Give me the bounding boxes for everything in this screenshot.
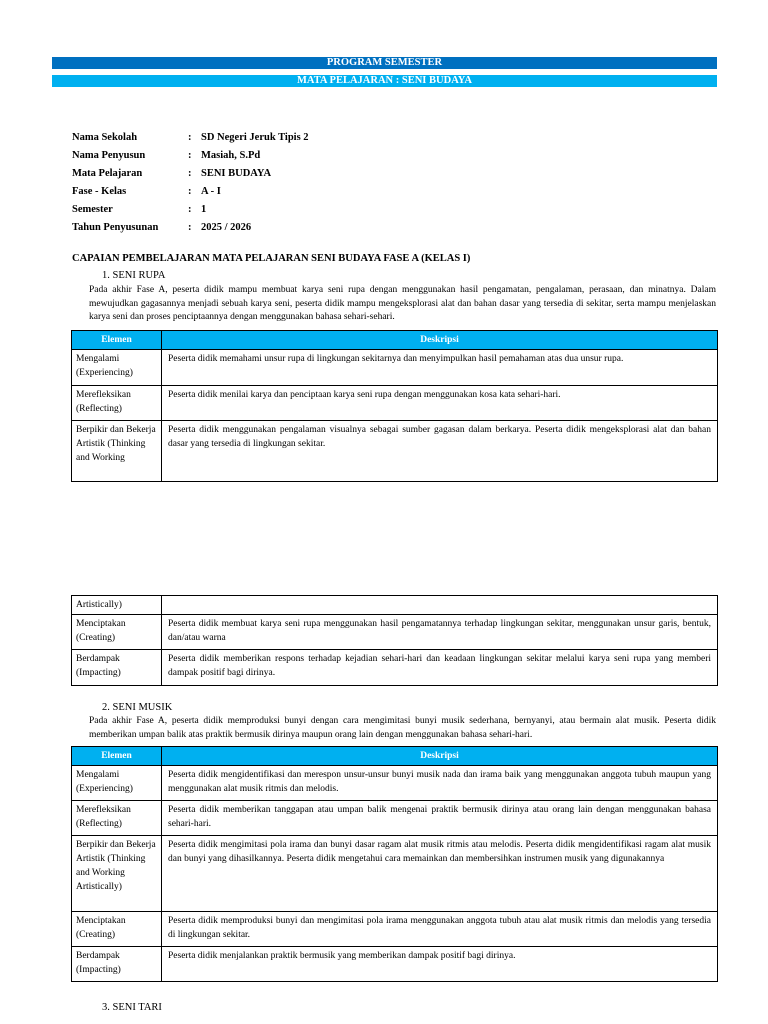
cell-deskripsi: Peserta didik menilai karya dan penciptaan karya seni rupa dengan menggunakan kosa kata sehari-hari. (162, 386, 718, 421)
cell-elemen: Merefleksikan (Reflecting) (72, 386, 162, 421)
cell-deskripsi: Peserta didik menggunakan pengalaman visualnya sebagai sumber gagasan dalam berkarya. Peserta didik mengeksplorasi alat dan bahan dasar yang tersedia di lingkungan sekitar. (162, 421, 718, 482)
info-value: SENI BUDAYA (201, 167, 272, 179)
cell-elemen: Berdampak (Impacting) (72, 947, 162, 982)
seni-musik-intro: Pada akhir Fase A, peserta didik memproduksi bunyi dengan cara mengimitasi bunyi musik sederhana, bernyanyi, atau bermain alat musik. Peserta didik memberikan umpan balik atas praktik bermusik dirinya maupun orang lain dengan menggunakan bahasa sehari-hari. (89, 716, 716, 740)
cell-deskripsi: Peserta didik memproduksi bunyi dan mengimitasi pola irama menggunakan anggota tubuh atau alat musik ritmis dan melodis yang tersedia di lingkungan sekitar. (162, 912, 718, 947)
seni-rupa-intro: Pada akhir Fase A, peserta didik mampu membuat karya seni rupa dengan menggunakan hasil pengamatan, pengalaman, perasaan, dan minatnya. Dalam mewujudkan gagasannya menjadi sebuah karya seni, peserta didik mampu mengeksplorasi alat dan bahan dasar yang tersedia di sekitar, serta mampu menjelaskan karya seni dan proses penciptaannya dengan menggunakan bahasa sehari-sehari. (89, 285, 716, 322)
cell-elemen: Berpikir dan Bekerja Artistik (Thinking and Working (72, 421, 162, 482)
info-label: Nama Penyusun (72, 149, 146, 161)
table-row (72, 596, 718, 615)
header-deskripsi: Deskripsi (162, 331, 718, 350)
info-label: Tahun Penyusunan (72, 221, 159, 233)
table-row (72, 650, 718, 686)
cell-deskripsi (162, 596, 718, 615)
info-colon: : (188, 131, 192, 143)
cell-elemen: Mengalami (Experiencing) (72, 350, 162, 386)
header-elemen: Elemen (72, 331, 162, 350)
table-row (72, 350, 718, 386)
seni-rupa-title: 1. SENI RUPA (102, 270, 166, 281)
cell-elemen: Artistically) (72, 596, 162, 615)
info-row (72, 164, 309, 182)
cell-deskripsi: Peserta didik memberikan tanggapan atau umpan balik mengenai praktik bermusik dirinya atau orang lain dengan menggunakan bahasa sehari-hari. (162, 801, 718, 836)
info-row (72, 182, 309, 200)
table-row (72, 386, 718, 421)
info-value: SD Negeri Jeruk Tipis 2 (201, 131, 309, 143)
cell-deskripsi: Peserta didik mengidentifikasi dan merespon unsur-unsur bunyi musik nada dan irama baik yang menggunakan anggota tubuh maupun yang menggunakan alat musik ritmis dan melodis. (162, 766, 718, 801)
cell-elemen: Merefleksikan (Reflecting) (72, 801, 162, 836)
cell-elemen: Menciptakan (Creating) (72, 615, 162, 650)
info-row (72, 218, 309, 236)
cell-elemen: Mengalami (Experiencing) (72, 766, 162, 801)
cell-deskripsi: Peserta didik menjalankan praktik bermusik yang memberikan dampak positif bagi dirinya. (162, 947, 718, 982)
table-row (72, 766, 718, 801)
info-block (72, 128, 309, 236)
cell-elemen: Berpikir dan Bekerja Artistik (Thinking and Working Artistically) (72, 836, 162, 912)
seni-rupa-table (71, 330, 718, 482)
table-row (72, 421, 718, 482)
document-title: PROGRAM SEMESTER (52, 57, 717, 69)
info-row (72, 128, 309, 146)
table-row (72, 836, 718, 912)
header-deskripsi: Deskripsi (162, 747, 718, 766)
table-row (72, 947, 718, 982)
info-colon: : (188, 221, 192, 233)
cell-elemen: Berdampak (Impacting) (72, 650, 162, 686)
info-row (72, 146, 309, 164)
info-value: 2025 / 2026 (201, 221, 252, 233)
table-row (72, 615, 718, 650)
info-colon: : (188, 203, 192, 215)
cell-deskripsi: Peserta didik memberikan respons terhadap kejadian sehari-hari dan keadaan lingkungan sekitar melalui karya seni rupa yang memberi dampak positif bagi dirinya. (162, 650, 718, 686)
info-row (72, 200, 309, 218)
info-value: 1 (201, 203, 207, 215)
seni-rupa-table-continued (71, 595, 718, 686)
info-value: Masiah, S.Pd (201, 149, 261, 161)
table-header-row (72, 747, 718, 766)
section-heading: CAPAIAN PEMBELAJARAN MATA PELAJARAN SENI BUDAYA FASE A (KELAS I) (72, 253, 471, 264)
document-subtitle: MATA PELAJARAN : SENI BUDAYA (52, 75, 717, 87)
info-label: Semester (72, 203, 113, 215)
cell-deskripsi: Peserta didik membuat karya seni rupa menggunakan hasil pengamatannya terhadap lingkungan sekitar, menggunakan unsur garis, bentuk, dan/atau warna (162, 615, 718, 650)
info-label: Mata Pelajaran (72, 167, 143, 179)
info-colon: : (188, 149, 192, 161)
cell-deskripsi: Peserta didik mengimitasi pola irama dan bunyi dasar ragam alat musik ritmis atau melodis. Peserta didik mengidentifikasi ragam alat musik dan bunyi yang dihasilkannya. Peserta didik mengetahui cara memainkan dan membersihkan instrumen musik yang digunakannya (162, 836, 718, 912)
info-colon: : (188, 185, 192, 197)
table-row (72, 801, 718, 836)
seni-musik-title: 2. SENI MUSIK (102, 702, 173, 713)
info-label: Fase - Kelas (72, 185, 127, 197)
seni-musik-table (71, 746, 718, 982)
table-header-row (72, 331, 718, 350)
info-colon: : (188, 167, 192, 179)
table-row (72, 912, 718, 947)
header-elemen: Elemen (72, 747, 162, 766)
cell-elemen: Menciptakan (Creating) (72, 912, 162, 947)
cell-deskripsi: Peserta didik memahami unsur rupa di lingkungan sekitarnya dan menyimpulkan hasil pemahaman atas dua unsur rupa. (162, 350, 718, 386)
info-label: Nama Sekolah (72, 131, 138, 143)
info-value: A - I (201, 185, 221, 197)
seni-tari-title: 3. SENI TARI (102, 1002, 162, 1013)
